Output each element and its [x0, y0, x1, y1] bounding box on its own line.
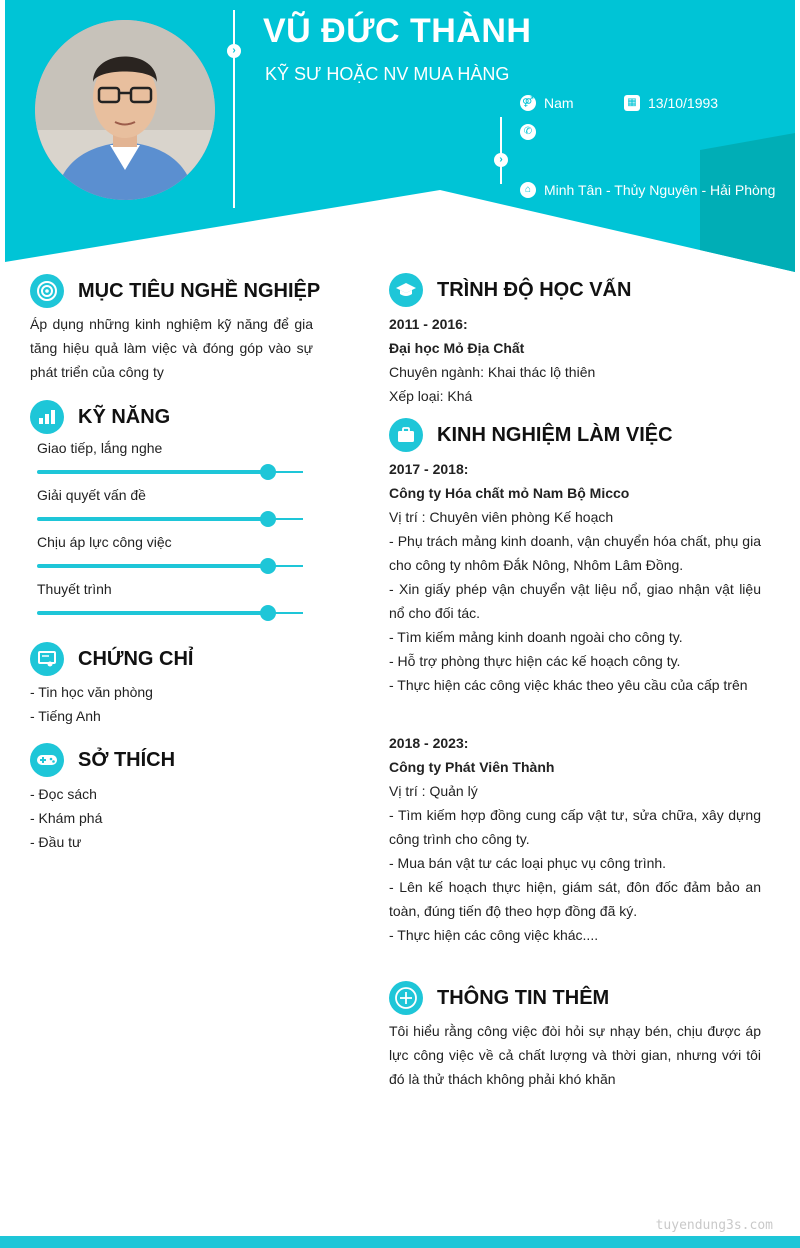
experience-title: KINH NGHIỆM LÀM VIỆC [437, 423, 673, 446]
address-value: Minh Tân - Thủy Nguyên - Hải Phòng [544, 182, 776, 198]
gender-info [520, 95, 574, 111]
skill-bar [37, 517, 303, 521]
graduation-cap-icon [389, 273, 423, 307]
certificates-list [30, 680, 153, 728]
gender-value: Nam [544, 95, 574, 111]
briefcase-icon [389, 418, 423, 452]
job-company: Công ty Phát Viên Thành [389, 759, 555, 775]
job-duty: - Phụ trách mảng kinh doanh, vận chuyển hóa chất, phụ gia cho công ty nhôm Đắk Nông, Nhôm Lâm Đồng. [389, 533, 761, 573]
gamepad-icon [30, 743, 64, 777]
skills-heading [30, 400, 170, 434]
list-item: - Đọc sách [30, 786, 97, 802]
birthdate-info [624, 95, 718, 111]
objective-heading [30, 274, 320, 308]
job-duty: - Mua bán vật tư các loại phục vụ công trình. [389, 855, 667, 871]
chevron-right-icon: › [494, 153, 508, 167]
job-duty: - Thực hiện các công việc khác theo yêu cầu của cấp trên [389, 677, 748, 693]
hobbies-heading [30, 743, 175, 777]
job-period: 2017 - 2018: [389, 461, 469, 477]
header-divider-right [500, 117, 502, 184]
education-details [389, 312, 761, 408]
job-duty: - Tìm kiếm hợp đồng cung cấp vật tư, sửa chữa, xây dựng công trình cho công ty. [389, 807, 761, 847]
job-title: KỸ SƯ HOẶC NV MUA HÀNG [265, 64, 510, 84]
phone-icon: ✆ [520, 124, 536, 140]
skill-item [37, 581, 303, 615]
job-duty: - Thực hiện các công việc khác.... [389, 927, 599, 943]
calendar-icon: ▦ [624, 95, 640, 111]
skill-label: Thuyết trình [37, 581, 112, 597]
skill-bar-fill [37, 470, 268, 474]
skill-bar-knob [260, 605, 276, 621]
education-heading [389, 273, 631, 307]
education-title: TRÌNH ĐỘ HỌC VẤN [437, 278, 632, 301]
skill-bar-fill [37, 611, 268, 615]
skill-bar [37, 564, 303, 568]
skills-title: KỸ NĂNG [78, 405, 171, 428]
gender-icon: ⚤ [520, 95, 536, 111]
list-item: - Tin học văn phòng [30, 684, 153, 700]
education-grade: Xếp loại: Khá [389, 388, 473, 404]
skill-bar-knob [260, 464, 276, 480]
job-position: Vị trí : Quản lý [389, 783, 478, 799]
skill-bar-knob [260, 558, 276, 574]
objective-text: Áp dụng những kinh nghiệm kỹ năng để gia tăng hiệu quả làm việc và đóng góp vào sự phát triển của công ty [30, 316, 313, 380]
job-duty: - Tìm kiếm mảng kinh doanh ngoài cho công ty. [389, 629, 683, 645]
experience-heading [389, 418, 673, 452]
job-company: Công ty Hóa chất mỏ Nam Bộ Micco [389, 485, 630, 501]
certificates-title: CHỨNG CHỈ [78, 647, 194, 670]
skill-label: Giải quyết vấn đề [37, 487, 146, 503]
job-period: 2018 - 2023: [389, 735, 469, 751]
extra-text: Tôi hiểu rằng công việc đòi hỏi sự nhạy bén, chịu được áp lực công việc về cả chất lượng và thời gian, nhưng với tôi đó là thử thách không phải khó khăn [389, 1023, 761, 1087]
home-icon: ⌂ [520, 182, 536, 198]
objective-title: MỤC TIÊU NGHỀ NGHIỆP [78, 279, 321, 302]
education-major: Chuyên ngành: Khai thác lộ thiên [389, 364, 596, 380]
skill-bar-fill [37, 517, 268, 521]
plus-circle-icon [389, 981, 423, 1015]
skill-item [37, 440, 303, 474]
footer-bar [0, 1236, 800, 1248]
bar-chart-icon [30, 400, 64, 434]
education-school: Đại học Mỏ Địa Chất [389, 340, 525, 356]
phone-info [520, 124, 544, 140]
list-item: - Đầu tư [30, 834, 82, 850]
job-duty: - Hỗ trợ phòng thực hiện các kế hoạch công ty. [389, 653, 681, 669]
education-period: 2011 - 2016: [389, 316, 468, 332]
skill-bar [37, 470, 303, 474]
job-position: Vị trí : Chuyên viên phòng Kế hoạch [389, 509, 614, 525]
birthdate-value: 13/10/1993 [648, 95, 719, 111]
chevron-right-icon: › [227, 44, 241, 58]
skill-item [37, 534, 303, 568]
job-duty: - Lên kế hoạch thực hiện, giám sát, đôn đốc đảm bảo an toàn, đúng tiến độ theo hợp đồng đã ký. [389, 879, 761, 919]
target-icon [30, 274, 64, 308]
list-item: - Khám phá [30, 810, 103, 826]
avatar [35, 20, 215, 200]
skill-bar-knob [260, 511, 276, 527]
extra-title: THÔNG TIN THÊM [437, 986, 610, 1009]
hobbies-title: SỞ THÍCH [78, 748, 176, 771]
header-divider-left [233, 10, 235, 208]
hobbies-list [30, 782, 102, 854]
job-entry [389, 731, 761, 947]
list-item: - Tiếng Anh [30, 708, 101, 724]
skill-bar [37, 611, 303, 615]
job-duty: - Xin giấy phép vận chuyển vật liệu nổ, giao nhận vật liệu nổ cho đối tác. [389, 581, 761, 621]
candidate-name: VŨ ĐỨC THÀNH [263, 12, 532, 50]
skill-label: Giao tiếp, lắng nghe [37, 440, 163, 456]
skill-item [37, 487, 303, 521]
certificates-heading [30, 642, 193, 676]
job-entry [389, 457, 761, 697]
extra-heading [389, 981, 609, 1015]
watermark: tuyendung3s.com [655, 1218, 773, 1233]
certificate-icon [30, 642, 64, 676]
skill-label: Chịu áp lực công việc [37, 534, 172, 550]
skill-bar-fill [37, 564, 268, 568]
address-info [520, 182, 775, 198]
